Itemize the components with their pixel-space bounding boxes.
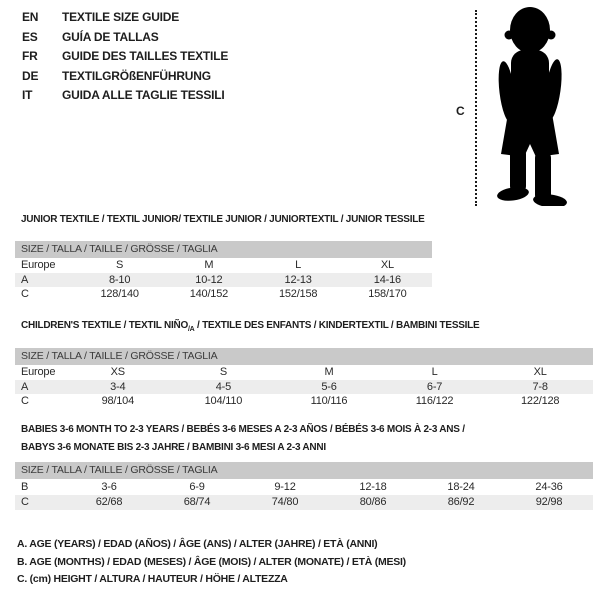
row-label: Europe <box>21 366 56 379</box>
legend-line-b: B. AGE (MONTHS) / EDAD (MESES) / ÂGE (MOIS) / ALTER (MONATE) / ETÀ (MESI) <box>17 555 406 568</box>
cell: 24-36 <box>535 480 563 493</box>
row-label: A <box>21 273 29 286</box>
table-row <box>15 258 432 273</box>
section-title-children-suffix: / TEXTILE DES ENFANTS / KINDERTEXTIL / BAMBINI TESSILE <box>194 320 480 331</box>
table-row <box>15 287 432 302</box>
section-title-children-sub: /A <box>187 326 195 333</box>
size-header-bar: SIZE / TALLA / TAILLE / GRÖSSE / TAGLIA <box>15 462 593 479</box>
cell: 7-8 <box>532 380 548 393</box>
cell: 140/152 <box>189 288 229 301</box>
language-code: IT <box>22 88 33 102</box>
baby-silhouette-icon <box>480 4 580 206</box>
row-label: C <box>21 496 29 509</box>
cell: 68/74 <box>183 496 211 509</box>
language-row <box>22 67 228 87</box>
cell: XS <box>110 366 125 379</box>
cell: M <box>324 366 334 379</box>
language-code: EN <box>22 10 39 24</box>
row-label: Europe <box>21 259 56 272</box>
height-dotted-line <box>475 10 477 206</box>
cell: 128/140 <box>100 288 139 301</box>
cell: 74/80 <box>271 496 299 509</box>
language-code: DE <box>22 68 39 83</box>
table-row <box>15 394 593 409</box>
legend-line-a: A. AGE (YEARS) / EDAD (AÑOS) / ÂGE (ANS) / ALTER (JAHRE) / ETÀ (ANNI) <box>17 538 378 550</box>
cell: 3-4 <box>110 380 126 393</box>
language-row <box>22 28 228 48</box>
cell: 122/128 <box>520 395 560 408</box>
cell: 3-6 <box>101 480 117 493</box>
section-title-junior: JUNIOR TEXTILE / TEXTIL JUNIOR/ TEXTILE JUNIOR / JUNIORTEXTIL / JUNIOR TESSILE <box>21 214 425 225</box>
row-label: C <box>21 395 29 408</box>
cell: S <box>219 366 227 379</box>
cell: 9-12 <box>274 480 296 493</box>
cell: XL <box>380 259 394 272</box>
cell: 62/68 <box>95 496 123 509</box>
size-header-bar: SIZE / TALLA / TAILLE / GRÖSSE / TAGLIA <box>15 241 432 258</box>
section-title-babies-line1: BABIES 3-6 MONTH TO 2-3 YEARS / BEBÉS 3-6 MESES A 2-3 AÑOS / BÉBÉS 3-6 MOIS À 2-3 ANS / <box>21 424 465 435</box>
cell: L <box>295 259 302 272</box>
children-size-table <box>15 348 593 409</box>
cell: L <box>431 366 438 379</box>
row-label: B <box>21 480 29 493</box>
section-title-children-prefix: CHILDREN'S TEXTILE / TEXTIL NIÑO <box>21 320 188 331</box>
language-header <box>22 8 228 106</box>
cell: 12-18 <box>359 480 387 493</box>
section-title-babies-line2: BABYS 3-6 MONATE BIS 2-3 JAHRE / BAMBINI 3-6 MESI A 2-3 ANNI <box>21 442 326 453</box>
language-row <box>22 8 228 28</box>
size-header-bar: SIZE / TALLA / TAILLE / GRÖSSE / TAGLIA <box>15 348 593 365</box>
table-row <box>15 495 593 511</box>
cell: S <box>116 259 124 272</box>
cell: 98/104 <box>101 395 135 408</box>
cell: 18-24 <box>447 480 475 493</box>
cell: 86/92 <box>447 496 475 509</box>
cell: 4-5 <box>215 380 232 393</box>
cell: 5-6 <box>321 380 337 393</box>
height-c-label: C <box>456 104 465 118</box>
cell: 14-16 <box>373 273 401 286</box>
cell: 6-7 <box>426 380 443 393</box>
language-label: GUIDE DES TAILLES TEXTILE <box>62 49 229 63</box>
cell: 10-12 <box>195 273 223 286</box>
language-code: ES <box>22 29 38 44</box>
language-code: FR <box>22 49 38 63</box>
language-row <box>22 86 228 106</box>
cell: 80/86 <box>359 496 387 509</box>
row-label: A <box>21 380 29 393</box>
legend-line-c: C. (cm) HEIGHT / ALTURA / HAUTEUR / HÖHE / ALTEZZA <box>17 573 288 585</box>
section-title-children <box>21 320 479 333</box>
cell: 6-9 <box>189 480 205 493</box>
cell: 158/170 <box>368 288 407 301</box>
cell: 12-13 <box>284 273 312 286</box>
language-label: GUIDA ALLE TAGLIE TESSILI <box>62 88 225 102</box>
section-title-babies <box>21 421 465 457</box>
cell: 116/122 <box>415 395 454 408</box>
cell: 152/158 <box>278 288 318 301</box>
cell: 104/110 <box>204 395 243 408</box>
cell: XL <box>533 366 547 379</box>
language-label: TEXTILGRÖßENFÜHRUNG <box>62 68 211 83</box>
babies-size-table <box>15 462 593 510</box>
row-label: C <box>21 288 29 301</box>
table-row <box>15 273 432 288</box>
language-label: TEXTILE SIZE GUIDE <box>62 10 180 24</box>
table-row <box>15 365 593 380</box>
cell: 8-10 <box>109 273 131 286</box>
cell: M <box>204 259 214 272</box>
table-row <box>15 479 593 495</box>
measurement-legend <box>17 536 406 589</box>
language-label: GUÍA DE TALLAS <box>62 29 159 44</box>
language-row <box>22 47 228 67</box>
junior-size-table <box>15 241 432 302</box>
table-row <box>15 380 593 395</box>
cell: 92/98 <box>535 496 563 509</box>
cell: 110/116 <box>310 395 348 408</box>
